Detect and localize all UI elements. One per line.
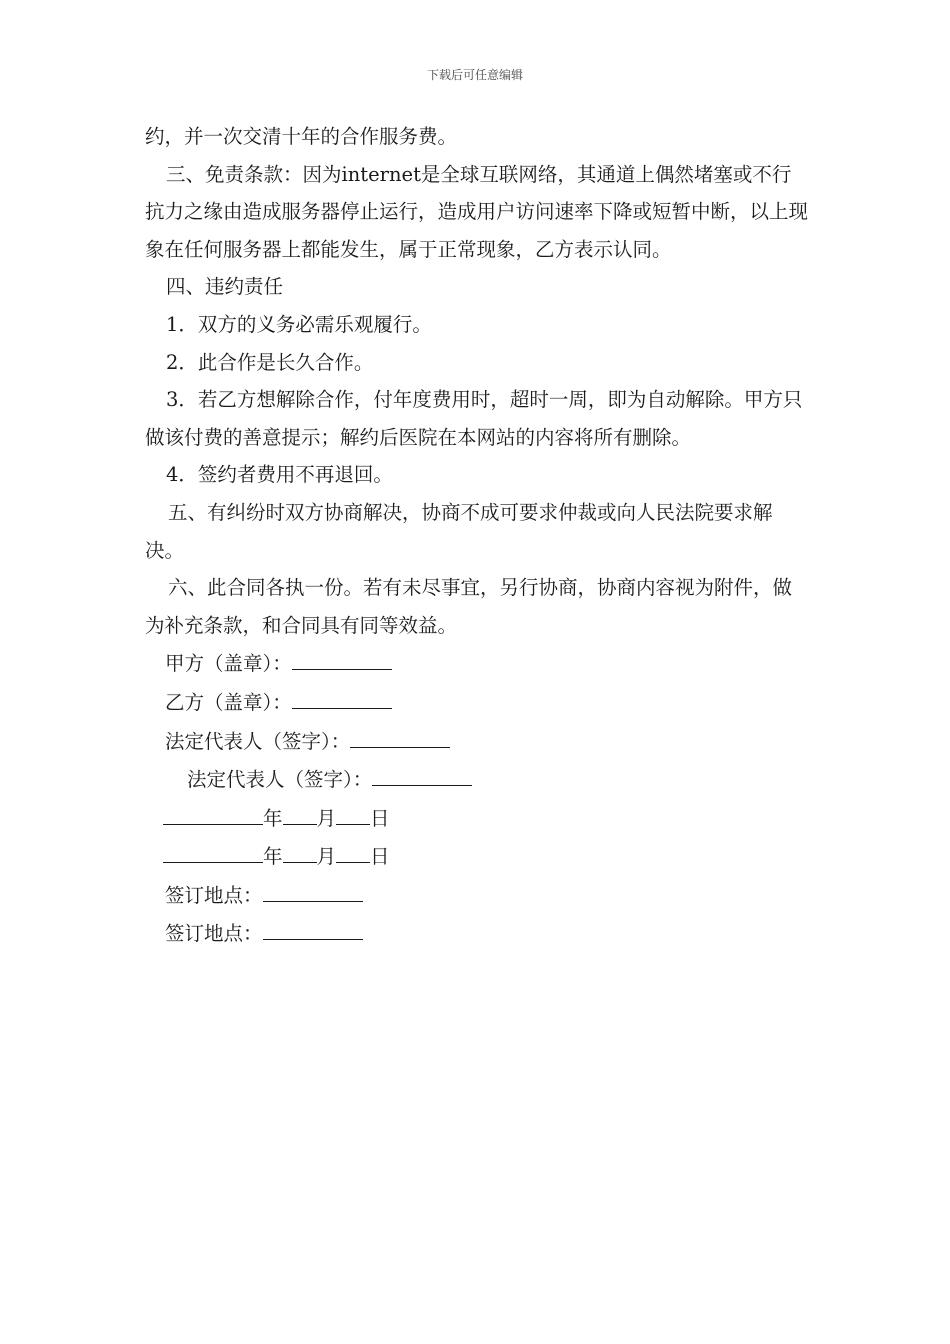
signature-legal-rep-2 — [145, 760, 810, 799]
date-1-month-label: 月 — [316, 806, 337, 830]
signing-place-2-label: 签订地点： — [165, 922, 263, 946]
date-1-day-blank[interactable] — [336, 799, 370, 825]
date-1-year-label: 年 — [263, 806, 283, 830]
clause-3: 3．若乙方想解除合作，付年度费用时，超时一周，即为自动解除。甲方只做该付费的善意提示；解约后医院在本网站的内容将所有删除。 — [145, 388, 803, 449]
clause-4: 4．签约者费用不再退回。 — [166, 463, 393, 487]
date-1-day-label: 日 — [370, 806, 390, 830]
date-line-2 — [145, 837, 810, 876]
date-2-year-blank[interactable] — [163, 837, 263, 863]
date-1-year-blank[interactable] — [163, 799, 263, 825]
signing-place-1 — [145, 876, 810, 915]
date-1-month-blank[interactable] — [283, 799, 317, 825]
paragraph-copies: 六、此合同各执一份。若有未尽事宜，另行协商，协商内容视为附件，做为补充条款，和合同具有同等效益。 — [145, 576, 793, 637]
paragraph-payment-continuation: 约，并一次交清十年的合作服务费。 — [145, 125, 458, 148]
signing-place-2-blank[interactable] — [263, 914, 363, 940]
legal-rep-1-label: 法定代表人（签字）： — [165, 729, 351, 753]
heading-breach-liability: 四、违约责任 — [166, 275, 284, 299]
paragraph-dispute-resolution: 五、有纠纷时双方协商解决，协商不成可要求仲裁或向人民法院要求解决。 — [145, 500, 773, 562]
signing-place-1-blank[interactable] — [263, 876, 363, 902]
clause-1: 1．双方的义务必需乐观履行。 — [166, 312, 432, 336]
clause-2: 2．此合作是长久合作。 — [166, 350, 374, 374]
party-a-label: 甲方（盖章）： — [165, 652, 292, 676]
signature-party-b — [145, 683, 810, 722]
date-2-month-blank[interactable] — [283, 837, 317, 863]
signing-place-2 — [145, 914, 810, 953]
signature-legal-rep-1 — [145, 722, 810, 761]
signing-place-1-label: 签订地点： — [165, 883, 263, 907]
legal-rep-1-signature-blank[interactable] — [350, 722, 450, 748]
party-b-label: 乙方（盖章）： — [165, 690, 292, 714]
date-line-1 — [145, 799, 810, 838]
date-2-year-label: 年 — [263, 845, 283, 869]
paragraph-disclaimer: 三、免责条款：因为internet是全球互联网络，其通道上偶然堵塞或不行抗力之缘由造成服务器停止运行，造成用户访问速率下降或短暂中断，以上现象在任何服务器上都能发生，属于正常现象，乙方表示认同。 — [145, 162, 809, 261]
date-2-month-label: 月 — [316, 845, 337, 869]
legal-rep-2-signature-blank[interactable] — [372, 760, 472, 786]
party-a-signature-blank[interactable] — [292, 644, 392, 670]
document-body — [145, 118, 810, 953]
date-2-day-label: 日 — [370, 845, 390, 869]
date-2-day-blank[interactable] — [336, 837, 370, 863]
legal-rep-2-label: 法定代表人（签字）： — [187, 768, 373, 792]
page-header-note: 下载后可任意编辑 — [426, 68, 523, 82]
party-b-signature-blank[interactable] — [292, 683, 392, 709]
signature-party-a — [145, 644, 810, 683]
